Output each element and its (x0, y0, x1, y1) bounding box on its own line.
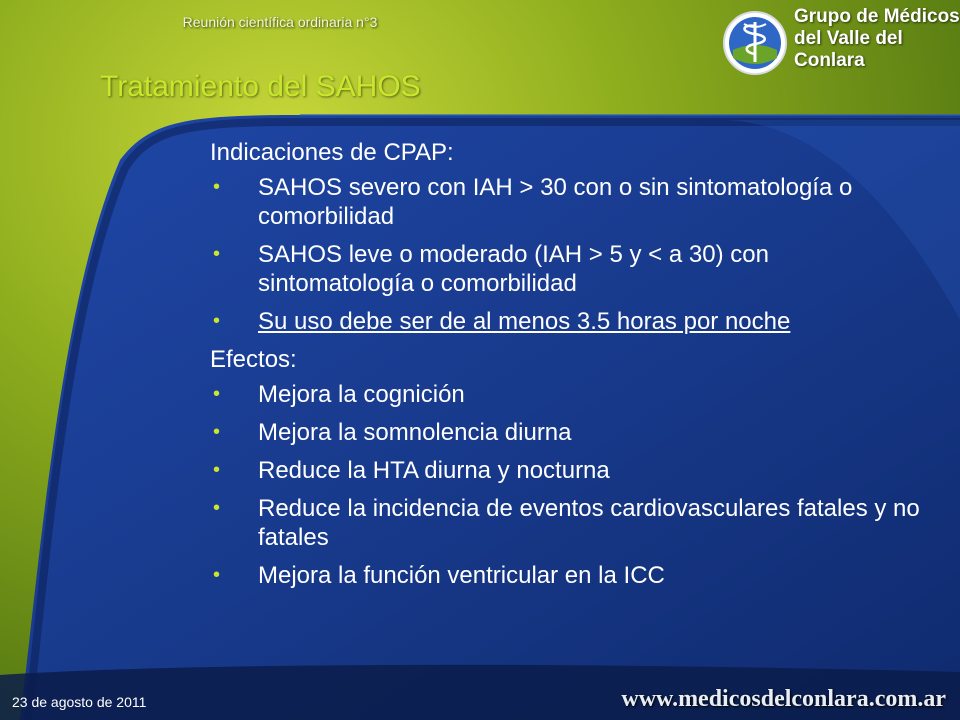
list-item-text: Reduce la HTA diurna y nocturna (258, 457, 610, 484)
bullet-icon: • (213, 564, 221, 586)
slide-content (210, 138, 930, 599)
slide-title: Tratamiento del SAHOS (100, 70, 421, 103)
list-item-text: Mejora la función ventricular en la ICC (258, 562, 665, 589)
bullet-icon: • (213, 383, 221, 405)
bullet-icon: • (213, 459, 221, 481)
list-item (210, 380, 930, 409)
org-name (794, 6, 960, 72)
bullet-icon: • (213, 310, 221, 332)
list-item (210, 418, 930, 447)
caduceus-icon (722, 10, 788, 76)
bullet-icon: • (213, 243, 221, 265)
indications-list (210, 173, 930, 336)
list-item-text: Reduce la incidencia de eventos cardiovasculares fatales y no fatales (258, 495, 920, 551)
list-item-text: Mejora la somnolencia diurna (258, 419, 572, 446)
list-item (210, 456, 930, 485)
effects-list (210, 380, 930, 590)
list-item-text: SAHOS leve o moderado (IAH > 5 y < a 30) con sintomatología o comorbilidad (258, 241, 769, 297)
org-name-line2: del Valle del Conlara (794, 28, 903, 71)
footer-website: www.medicosdelconlara.com.ar (621, 686, 946, 712)
meeting-header: Reunión científica ordinaria n°3 (182, 14, 378, 30)
org-name-line1: Grupo de Médicos (794, 6, 960, 27)
footer-date: 23 de agosto de 2011 (12, 694, 147, 710)
list-item (210, 240, 930, 298)
section-heading-effects: Efectos: (210, 346, 297, 373)
list-item (210, 307, 930, 336)
list-item (210, 561, 930, 590)
bullet-icon: • (213, 497, 221, 519)
bullet-icon: • (213, 176, 221, 198)
section-heading-indications: Indicaciones de CPAP: (210, 139, 454, 166)
list-item (210, 173, 930, 231)
bullet-icon: • (213, 421, 221, 443)
list-item-text: Mejora la cognición (258, 381, 465, 408)
list-item-text: SAHOS severo con IAH > 30 con o sin sintomatología o comorbilidad (258, 174, 853, 230)
list-item-text: Su uso debe ser de al menos 3.5 horas por noche (258, 308, 791, 335)
list-item (210, 494, 930, 552)
